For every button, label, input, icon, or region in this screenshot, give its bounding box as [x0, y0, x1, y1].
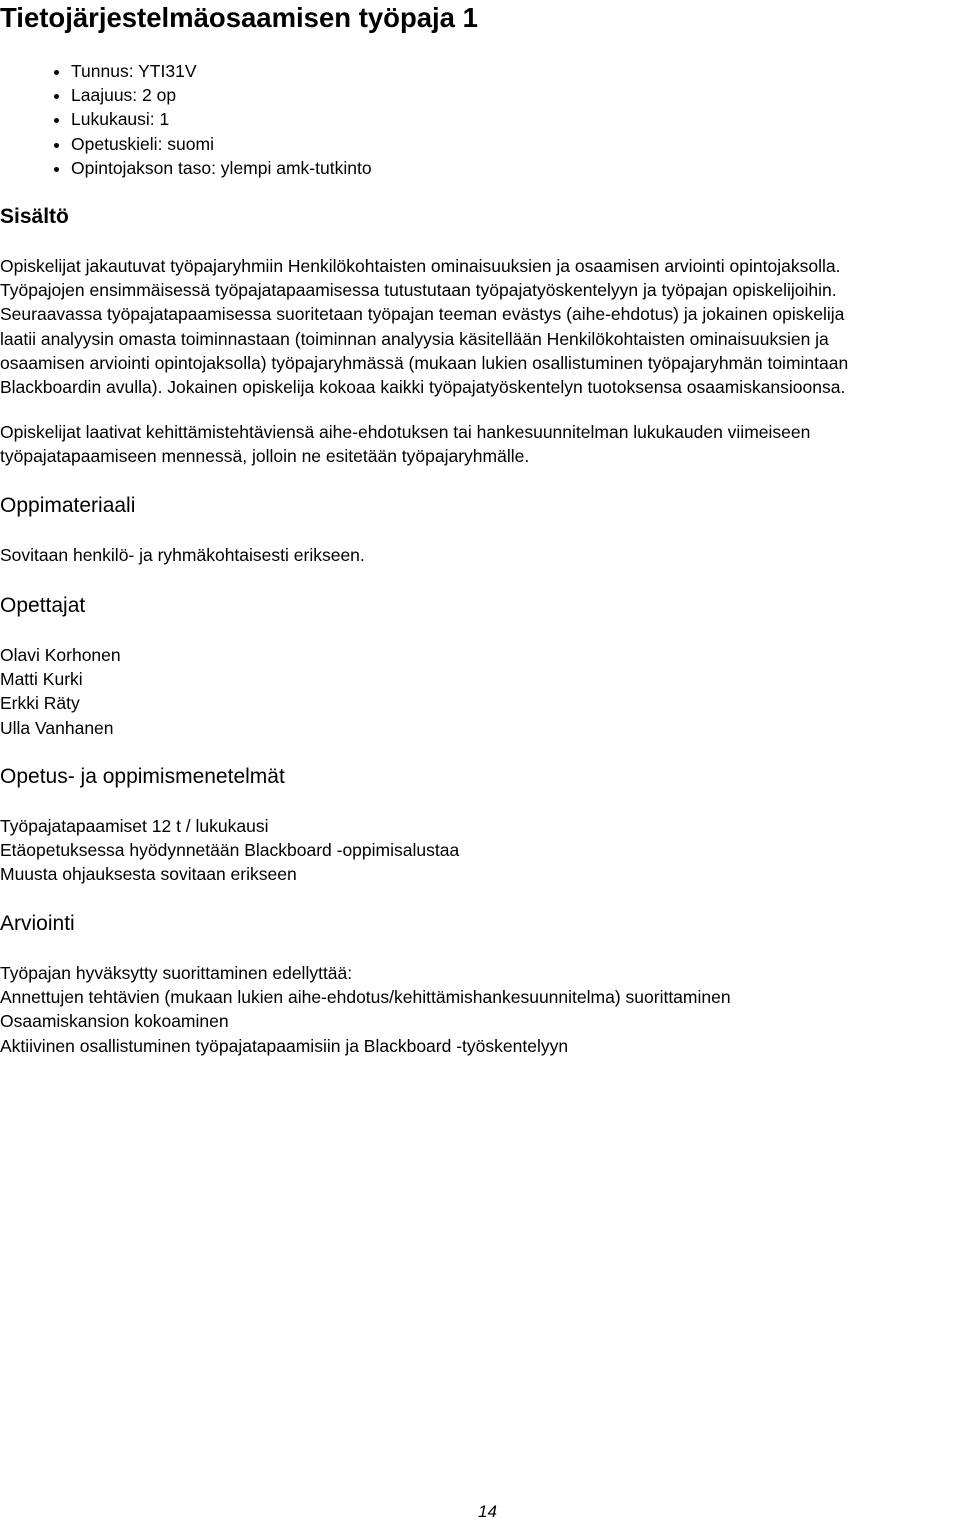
- text-line: laatii analyysin omasta toiminnastaan (toiminnan analyysia käsitellään Henkilökohtaisten ominaisuuksien ja: [0, 328, 829, 349]
- text-line: Etäopetuksessa hyödynnetään Blackboard -oppimisalustaa: [0, 840, 460, 861]
- teacher-name: Ulla Vanhanen: [0, 717, 114, 738]
- sisalto-paragraph-1: [0, 254, 960, 399]
- text-line: Työpajatapaamiset 12 t / lukukausi: [0, 816, 269, 836]
- text-line: Annettujen tehtävien (mukaan lukien aihe-ehdotus/kehittämishankesuunnitelma) suorittaminen: [0, 987, 731, 1008]
- teacher-list: [0, 643, 960, 740]
- section-heading-arviointi: Arviointi: [0, 912, 75, 935]
- text-line: Aktiivinen osallistuminen työpajatapaamisiin ja Blackboard -työskentelyyn: [0, 1035, 569, 1056]
- text-line: Työpajan hyväksytty suorittaminen edellyttää:: [0, 963, 353, 983]
- text-line: Seuraavassa työpajatapaamisessa suoritetaan työpajan teeman evästys (aihe-ehdotus) ja jokainen opiskelija: [0, 304, 845, 325]
- menetelmat-text: [0, 814, 960, 887]
- text-line: osaamisen arviointi opintojaksolla) työpajaryhmässä (mukaan lukien osallistuminen työpajaryhmän toimintaan: [0, 352, 849, 373]
- section-heading-sisalto: Sisältö: [0, 205, 69, 228]
- section-heading-opettajat: Opettajat: [0, 594, 86, 617]
- text-line: työpajatapaamiseen mennessä, jolloin ne esitetään työpajaryhmälle.: [0, 446, 530, 467]
- teacher-name: Matti Kurki: [0, 669, 83, 690]
- page-title: Tietojärjestelmäosaamisen työpaja 1: [0, 2, 478, 33]
- text-line: Muusta ohjauksesta sovitaan erikseen: [0, 864, 297, 885]
- meta-item-code: • Tunnus: YTI31V: [71, 59, 372, 83]
- sisalto-paragraph-2: [0, 420, 960, 468]
- meta-item-language: • Opetuskieli: suomi: [71, 132, 372, 156]
- text-line: Opiskelijat jakautuvat työpajaryhmiin Henkilökohtaisten ominaisuuksien ja osaamisen arviointi opintojaksolla.: [0, 256, 841, 276]
- text-line: Työpajojen ensimmäisessä työpajatapaamisessa tutustutaan työpajatyöskentelyyn ja työpajan opiskelijoihin.: [0, 280, 837, 301]
- teacher-name: Olavi Korhonen: [0, 645, 121, 665]
- course-meta-list: [50, 59, 372, 180]
- text-line: Blackboardin avulla). Jokainen opiskelija kokoaa kaikki työpajatyöskentelyn tuotoksensa osaamiskansioonsa.: [0, 377, 846, 398]
- teacher-name: Erkki Räty: [0, 693, 80, 714]
- section-heading-menetelmat: Opetus- ja oppimismenetelmät: [0, 765, 285, 788]
- meta-item-credits: • Laajuus: 2 op: [71, 83, 372, 107]
- section-heading-oppimateriaali: Oppimateriaali: [0, 494, 136, 517]
- meta-item-level: • Opintojakson taso: ylempi amk-tutkinto: [71, 156, 372, 180]
- text-line: Sovitaan henkilö- ja ryhmäkohtaisesti erikseen.: [0, 545, 365, 565]
- arviointi-text: [0, 961, 960, 1058]
- oppimateriaali-text: [0, 543, 960, 567]
- page-number: 14: [478, 1502, 497, 1521]
- meta-item-semester: • Lukukausi: 1: [71, 107, 372, 131]
- text-line: Opiskelijat laativat kehittämistehtäviensä aihe-ehdotuksen tai hankesuunnitelman lukukauden viimeiseen: [0, 422, 811, 442]
- text-line: Osaamiskansion kokoaminen: [0, 1011, 229, 1032]
